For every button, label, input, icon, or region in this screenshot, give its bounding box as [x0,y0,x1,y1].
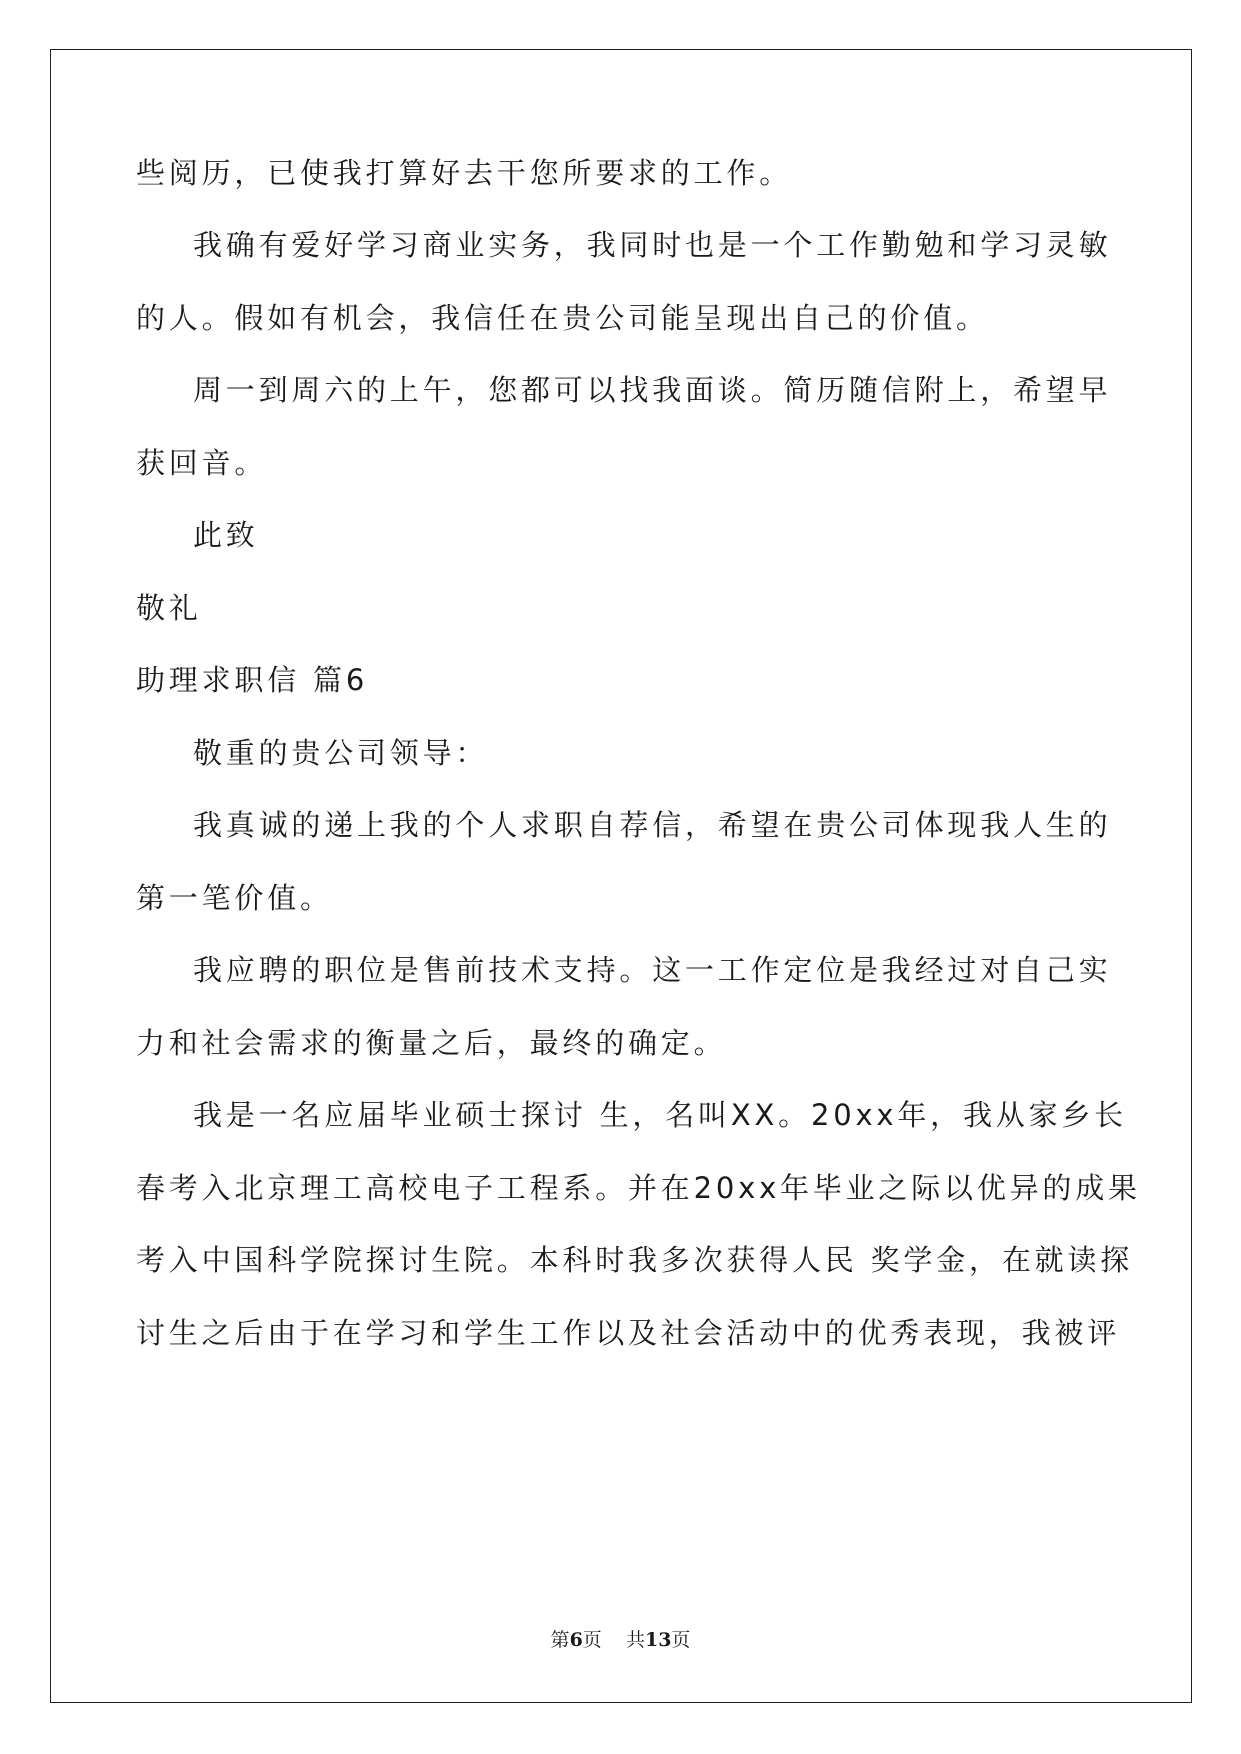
page-number: 6 [569,1629,583,1651]
paragraph-line: 我应聘的职位是售前技术支持。这一工作定位是我经过对自己实 [193,953,1112,987]
paragraph-line: 周一到周六的上午，您都可以找我面谈。简历随信附上，希望早 [193,373,1112,407]
paragraph-line: 春考入北京理工高校电子工程系。并在20xx年毕业之际以优异的成果 [136,1171,1141,1205]
letter-greeting: 敬重的贵公司领导： [193,736,489,770]
footer-prefix: 第 [550,1629,570,1651]
page-border [50,49,1192,1703]
paragraph-line: 我真诚的递上我的个人求职自荐信，希望在贵公司体现我人生的 [193,808,1112,842]
paragraph-line: 我是一名应届毕业硕士探讨 生，名叫XX。20xx年，我从家乡长 [193,1098,1127,1132]
paragraph-line: 的人。假如有机会，我信任在贵公司能呈现出自己的价值。 [136,301,989,335]
paragraph-line: 第一笔价值。 [136,881,333,915]
footer-mid: 页 共 [582,1629,645,1651]
paragraph-line: 获回音。 [136,446,268,480]
paragraph-line: 些阅历，已使我打算好去干您所要求的工作。 [136,156,793,190]
page-footer [0,1628,1241,1652]
paragraph-line: 力和社会需求的衡量之后，最终的确定。 [136,1026,727,1060]
closing-salutation: 此致 [193,518,259,552]
closing-regards: 敬礼 [136,591,202,625]
total-pages: 13 [644,1629,672,1651]
paragraph-line: 讨生之后由于在学习和学生工作以及社会活动中的优秀表现，我被评 [136,1316,1121,1350]
paragraph-line: 考入中国科学院探讨生院。本科时我多次获得人民 奖学金，在就读探 [136,1243,1134,1277]
footer-suffix: 页 [671,1629,691,1651]
paragraph-line: 我确有爱好学习商业实务，我同时也是一个工作勤勉和学习灵敏 [193,228,1112,262]
section-heading: 助理求职信 篇6 [136,663,369,697]
